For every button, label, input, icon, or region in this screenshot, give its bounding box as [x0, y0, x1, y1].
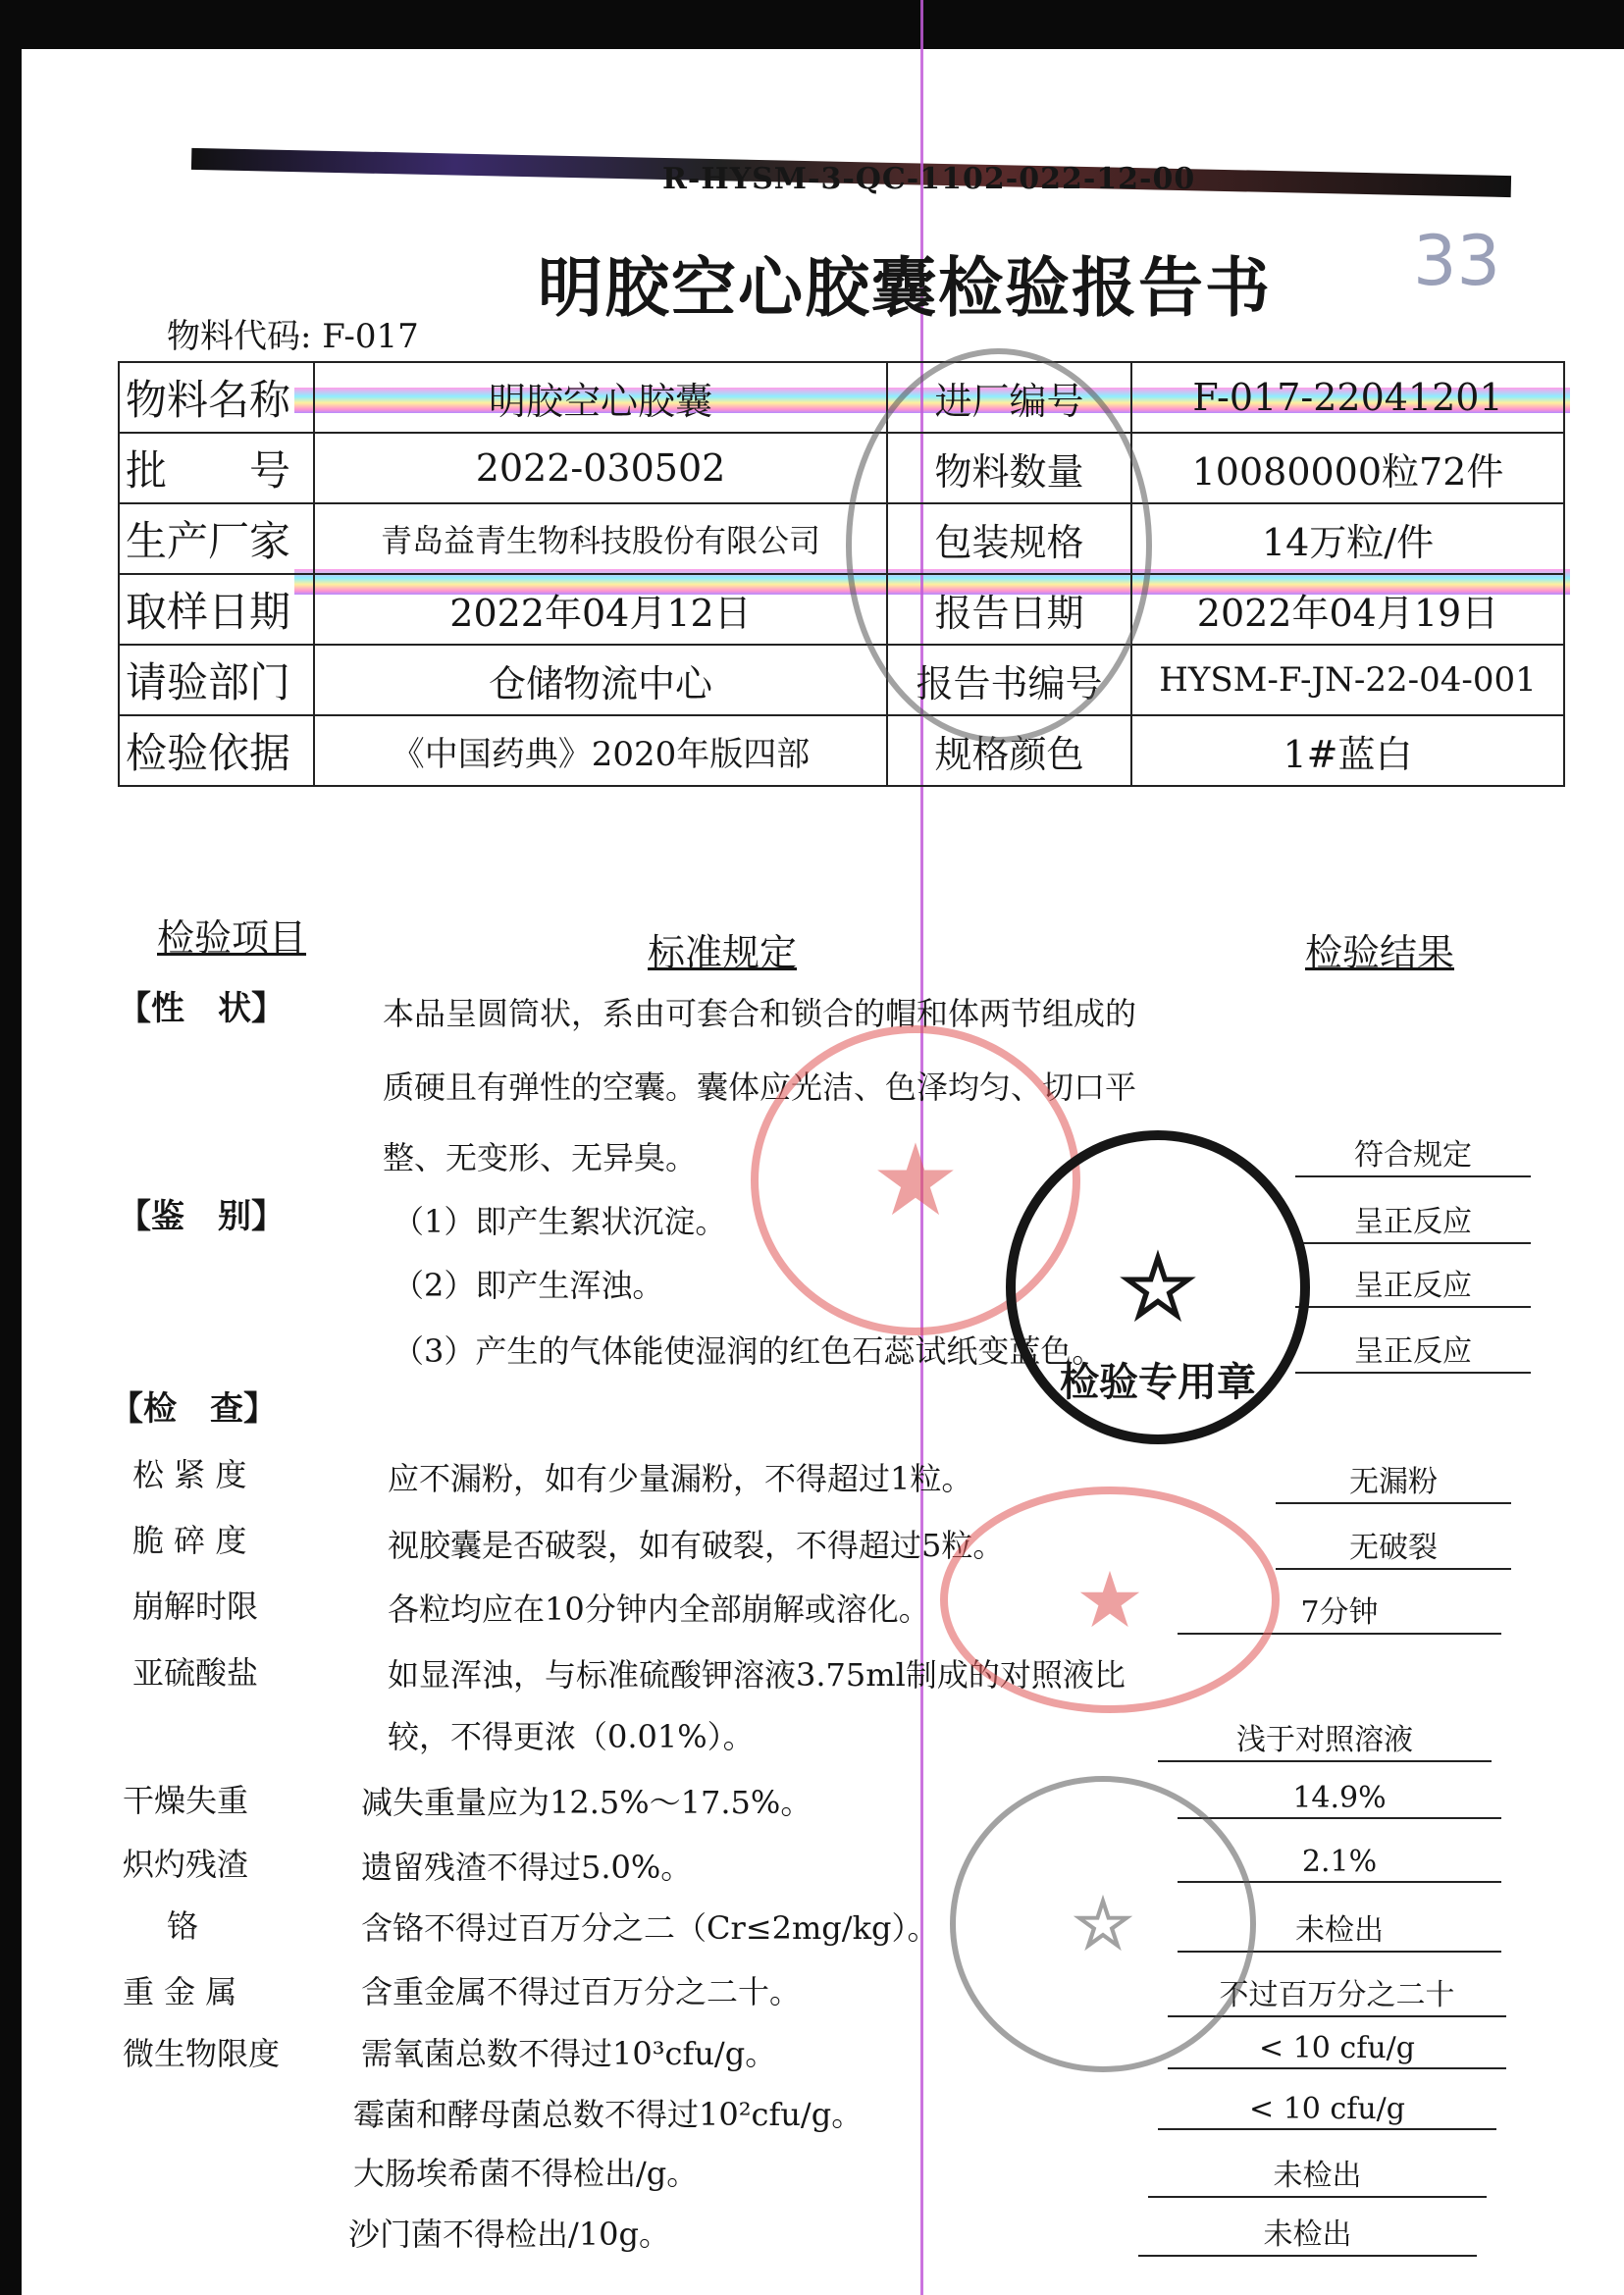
scan-border-left — [0, 0, 22, 2295]
in-no-label: 进厂编号 — [887, 362, 1131, 433]
document-code: R-HYSM-3-QC-1102-022-12-00 — [662, 162, 1196, 196]
check-result: 不过百万分之二十 — [1168, 1970, 1506, 2017]
check-standard: 含重金属不得过百万分之二十。 — [361, 1973, 802, 2010]
check-standard: 大肠埃希菌不得检出/g。 — [353, 2155, 699, 2192]
section-check: 【检 查】 — [110, 1389, 277, 1429]
check-result: < 10 cfu/g — [1158, 2092, 1496, 2130]
info-table — [118, 361, 1565, 787]
appearance-line-2: 质硬且有弹性的空囊。囊体应光洁、色泽均匀、切口平 — [383, 1069, 1137, 1106]
check-standard: 遗留残渣不得过5.0%。 — [361, 1849, 693, 1886]
name-label: 物料名称 — [119, 362, 314, 433]
pack-label: 包装规格 — [887, 503, 1131, 574]
check-result: 无破裂 — [1276, 1523, 1511, 1570]
check-item: 重 金 属 — [123, 1973, 237, 2010]
check-result: < 10 cfu/g — [1168, 2031, 1506, 2069]
appearance-line-3: 整、无变形、无异臭。 — [383, 1139, 698, 1176]
qty-value: 10080000粒72件 — [1131, 433, 1564, 503]
in-no-value: F-017-22041201 — [1131, 362, 1564, 433]
check-item: 炽灼残渣 — [123, 1846, 249, 1883]
name-value: 明胶空心胶囊 — [314, 362, 887, 433]
report-date-value: 2022年04月19日 — [1131, 574, 1564, 645]
inspection-seal-caption: 检验专用章 — [1060, 1359, 1256, 1405]
identify-result: 呈正反应 — [1295, 1327, 1531, 1374]
column-result: 检验结果 — [1305, 931, 1455, 974]
star-icon: ☆ — [1118, 1235, 1198, 1339]
check-result: 浅于对照溶液 — [1158, 1715, 1492, 1762]
check-standard: 沙门菌不得检出/10g。 — [348, 2216, 670, 2253]
page-number-mark: 33 — [1413, 221, 1501, 301]
material-code — [167, 309, 419, 357]
company-seal-gray — [950, 1776, 1256, 2072]
check-result: 无漏粉 — [1276, 1457, 1511, 1504]
spec-label: 规格颜色 — [887, 715, 1131, 786]
star-icon: ★ — [1078, 1558, 1141, 1641]
identify-text: （3）产生的气体能使湿润的红色石蕊试纸变蓝色。 — [393, 1332, 1104, 1370]
basis-label: 检验依据 — [119, 715, 314, 786]
sample-date-value: 2022年04月12日 — [314, 574, 887, 645]
material-code-label: 物料代码: — [167, 317, 312, 356]
appearance-line-1: 本品呈圆筒状，系由可套合和锁合的帽和体两节组成的 — [383, 995, 1137, 1032]
identify-result: 呈正反应 — [1295, 1261, 1531, 1308]
star-icon: ★ — [875, 1128, 956, 1232]
identify-text: （1）即产生絮状沉淀。 — [393, 1203, 727, 1240]
maker-label: 生产厂家 — [119, 503, 314, 574]
check-result: 未检出 — [1148, 2151, 1487, 2198]
check-item: 崩解时限 — [132, 1588, 259, 1625]
column-standard: 标准规定 — [648, 931, 798, 974]
check-result: 未检出 — [1138, 2210, 1477, 2257]
report-no-label: 报告书编号 — [887, 645, 1131, 715]
star-icon: ☆ — [1072, 1883, 1134, 1964]
maker-value: 青岛益青生物科技股份有限公司 — [314, 503, 887, 574]
check-item: 干燥失重 — [123, 1782, 249, 1819]
dept-label: 请验部门 — [119, 645, 314, 715]
inspection-seal — [1006, 1130, 1310, 1444]
company-seal-red — [940, 1487, 1280, 1713]
basis-value: 《中国药典》2020年版四部 — [314, 715, 887, 786]
check-result: 2.1% — [1178, 1845, 1501, 1883]
sample-date-label: 取样日期 — [119, 574, 314, 645]
report-no-value: HYSM-F-JN-22-04-001 — [1131, 645, 1564, 715]
check-item: 微生物限度 — [123, 2035, 281, 2072]
check-standard: 霉菌和酵母菌总数不得过10²cfu/g。 — [353, 2096, 864, 2133]
check-standard: 需氧菌总数不得过10³cfu/g。 — [361, 2035, 777, 2072]
appearance-result: 符合规定 — [1295, 1130, 1531, 1177]
pack-value: 14万粒/件 — [1131, 503, 1564, 574]
report-date-label: 报告日期 — [887, 574, 1131, 645]
identify-result: 呈正反应 — [1295, 1197, 1531, 1244]
qty-label: 物料数量 — [887, 433, 1131, 503]
check-result: 7分钟 — [1178, 1588, 1501, 1635]
column-item: 检验项目 — [157, 916, 307, 960]
scan-border-top — [0, 0, 1624, 49]
check-standard: 如显浑浊，与标准硫酸钾溶液3.75ml制成的对照液比 — [388, 1656, 1126, 1694]
check-standard: 各粒均应在10分钟内全部崩解或溶化。 — [388, 1591, 930, 1628]
section-appearance: 【性 状】 — [118, 989, 285, 1028]
check-item: 亚硫酸盐 — [132, 1654, 259, 1692]
check-standard: 视胶囊是否破裂，如有破裂，不得超过5粒。 — [388, 1527, 1005, 1564]
spec-value: 1#蓝白 — [1131, 715, 1564, 786]
check-item: 铬 — [167, 1907, 199, 1945]
check-standard: 较，不得更浓（0.01%）。 — [388, 1718, 755, 1755]
material-code-value: F-017 — [322, 317, 419, 356]
batch-value: 2022-030502 — [314, 433, 887, 503]
identify-text: （2）即产生浑浊。 — [393, 1267, 664, 1304]
page-title: 明胶空心胶囊检验报告书 — [538, 249, 1272, 326]
section-identify: 【鉴 别】 — [118, 1197, 285, 1236]
check-result: 14.9% — [1178, 1781, 1501, 1819]
check-result: 未检出 — [1178, 1905, 1501, 1953]
check-item: 松 紧 度 — [132, 1456, 247, 1493]
batch-label: 批 号 — [119, 433, 314, 503]
check-standard: 应不漏粉，如有少量漏粉，不得超过1粒。 — [388, 1460, 973, 1497]
check-standard: 减失重量应为12.5%～17.5%。 — [361, 1784, 812, 1821]
check-item: 脆 碎 度 — [132, 1522, 247, 1559]
check-standard: 含铬不得过百万分之二（Cr≤2mg/kg）。 — [361, 1909, 939, 1947]
company-seal-gray — [846, 348, 1152, 743]
dept-value: 仓储物流中心 — [314, 645, 887, 715]
